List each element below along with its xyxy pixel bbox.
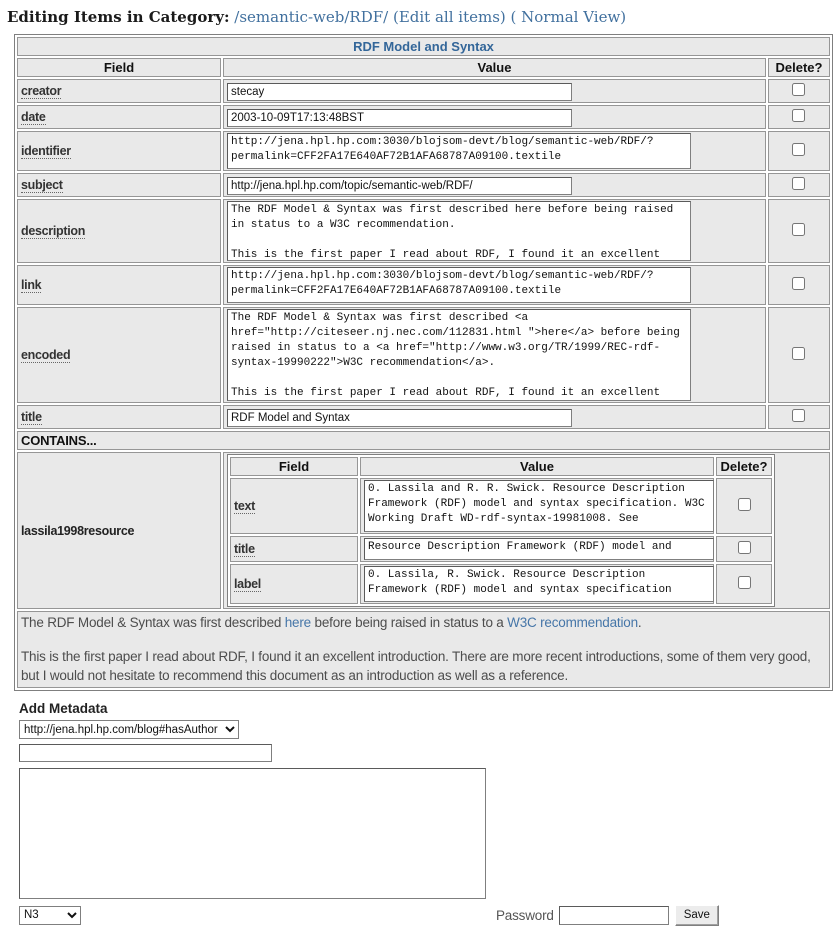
bottom-action-row bbox=[19, 905, 725, 927]
delete-checkbox-text[interactable] bbox=[738, 498, 751, 511]
field-label-nested-title[interactable]: title bbox=[234, 542, 255, 556]
contains-row bbox=[17, 431, 830, 450]
table-row-date bbox=[17, 105, 830, 129]
value-column-header: Value bbox=[223, 58, 766, 77]
label-textarea[interactable] bbox=[364, 566, 714, 602]
table-row-subject bbox=[17, 173, 830, 197]
identifier-textarea[interactable] bbox=[227, 133, 691, 169]
table-row-description bbox=[17, 199, 830, 263]
page-title bbox=[7, 8, 833, 26]
add-metadata-heading: Add Metadata bbox=[19, 700, 108, 716]
field-label-text[interactable]: text bbox=[234, 499, 256, 513]
delete-checkbox-nested-title[interactable] bbox=[738, 541, 751, 554]
nested-row-label bbox=[230, 564, 772, 604]
normal-view-link[interactable]: ( Normal View) bbox=[510, 8, 627, 26]
nested-field-column-header: Field bbox=[230, 457, 358, 476]
text-textarea[interactable] bbox=[364, 480, 714, 532]
field-label-encoded[interactable]: encoded bbox=[21, 348, 71, 362]
field-label-date[interactable]: date bbox=[21, 110, 46, 124]
field-label-title[interactable]: title bbox=[21, 410, 42, 424]
contains-label: CONTAINS... bbox=[17, 431, 830, 450]
preview-w3c-link[interactable]: W3C recommendation bbox=[507, 615, 638, 630]
title-input[interactable] bbox=[227, 409, 572, 427]
preview-here-link[interactable]: here bbox=[284, 615, 311, 630]
contained-resource-row bbox=[17, 452, 830, 609]
field-label-creator[interactable]: creator bbox=[21, 84, 62, 98]
preview-paragraph-2: This is the first paper I read about RDF, I found it an excellent introduction. There are more recent introductions, some of them very good, but I would not hesitate to recommend this document as an introduction as well as a reference. bbox=[21, 648, 811, 684]
nested-delete-column-header: Delete? bbox=[716, 457, 772, 476]
description-textarea[interactable] bbox=[227, 201, 691, 261]
item-title-header: RDF Model and Syntax bbox=[17, 37, 830, 56]
nested-row-title bbox=[230, 536, 772, 562]
preview-paragraph-1 bbox=[21, 613, 826, 633]
metadata-value-input[interactable] bbox=[19, 744, 272, 762]
save-button[interactable]: Save bbox=[675, 905, 719, 926]
delete-checkbox-link[interactable] bbox=[792, 277, 805, 290]
delete-checkbox-encoded[interactable] bbox=[792, 347, 805, 360]
delete-checkbox-identifier[interactable] bbox=[792, 143, 805, 156]
date-input[interactable] bbox=[227, 109, 572, 127]
nested-row-text bbox=[230, 478, 772, 534]
add-metadata-section bbox=[19, 701, 833, 927]
password-group bbox=[496, 905, 719, 926]
table-row-identifier bbox=[17, 131, 830, 171]
delete-column-header: Delete? bbox=[768, 58, 830, 77]
delete-checkbox-subject[interactable] bbox=[792, 177, 805, 190]
metadata-body-textarea[interactable] bbox=[19, 768, 486, 899]
field-label-identifier[interactable]: identifier bbox=[21, 144, 71, 158]
table-row-title bbox=[17, 405, 830, 429]
table-row-creator bbox=[17, 79, 830, 103]
item-edit-table bbox=[14, 34, 833, 691]
nested-value-column-header: Value bbox=[360, 457, 714, 476]
nested-column-header-row bbox=[230, 457, 772, 476]
delete-checkbox-description[interactable] bbox=[792, 223, 805, 236]
preview-text: The RDF Model & Syntax was first described bbox=[21, 615, 285, 630]
field-label-description[interactable]: description bbox=[21, 224, 86, 238]
field-column-header: Field bbox=[17, 58, 221, 77]
delete-checkbox-creator[interactable] bbox=[792, 83, 805, 96]
password-label: Password bbox=[496, 908, 554, 924]
page-title-text: Editing Items in Category: bbox=[7, 8, 230, 26]
rendered-preview bbox=[17, 611, 830, 688]
category-link[interactable]: /semantic-web/RDF/ bbox=[234, 8, 389, 26]
subject-input[interactable] bbox=[227, 177, 572, 195]
delete-checkbox-date[interactable] bbox=[792, 109, 805, 122]
preview-text: . bbox=[637, 615, 642, 630]
contained-resource-name: lassila1998resource bbox=[21, 523, 135, 538]
table-row-encoded bbox=[17, 307, 830, 403]
preview-text: before being raised in status to a bbox=[310, 615, 508, 630]
contained-resource-table bbox=[227, 454, 775, 607]
password-input[interactable] bbox=[559, 906, 669, 925]
encoded-textarea[interactable] bbox=[227, 309, 691, 401]
field-label-subject[interactable]: subject bbox=[21, 178, 63, 192]
table-row-link bbox=[17, 265, 830, 305]
delete-checkbox-label[interactable] bbox=[738, 576, 751, 589]
predicate-select[interactable] bbox=[19, 720, 239, 739]
field-label-link[interactable]: link bbox=[21, 278, 42, 292]
field-label-label[interactable]: label bbox=[234, 577, 261, 591]
creator-input[interactable] bbox=[227, 83, 572, 101]
preview-row bbox=[17, 611, 830, 688]
link-textarea[interactable] bbox=[227, 267, 691, 303]
format-select[interactable] bbox=[19, 906, 81, 925]
delete-checkbox-title[interactable] bbox=[792, 409, 805, 422]
edit-all-items-link[interactable]: (Edit all items) bbox=[392, 8, 506, 26]
nested-title-textarea[interactable] bbox=[364, 538, 714, 560]
column-header-row bbox=[17, 58, 830, 77]
